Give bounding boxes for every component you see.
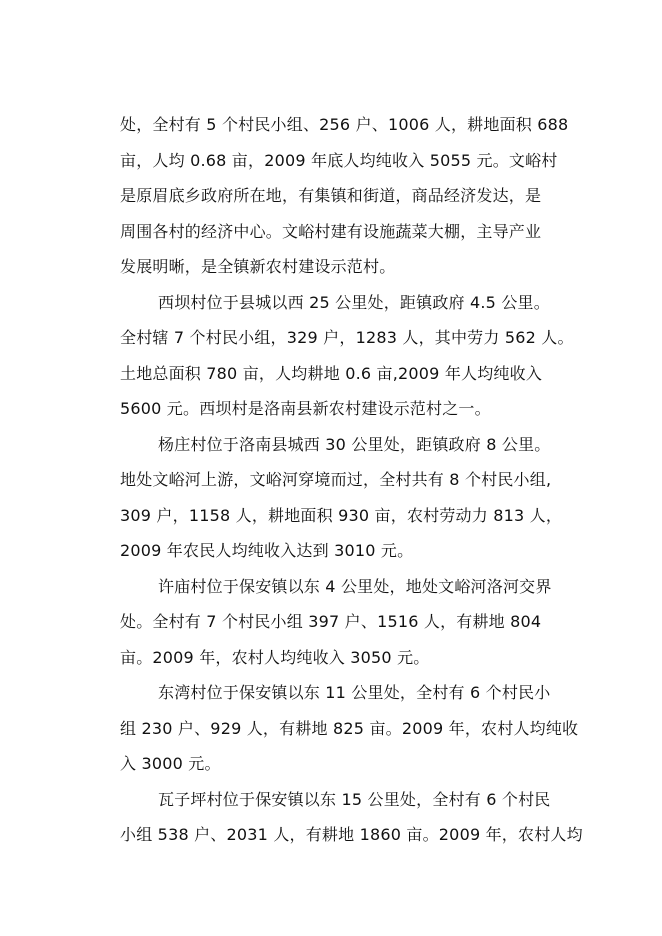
paragraph-start-line: 杨庄村位于洛南县城西 30 公里处，距镇政府 8 公里。 [158,434,551,454]
text-line: 是原眉底乡政府所在地，有集镇和街道，商品经济发达，是 [120,186,542,205]
text-line: 309 户，1158 人，耕地面积 930 亩，农村劳动力 813 人， [120,505,563,525]
text-line: 亩。2009 年，农村人均纯收入 3050 元。 [120,647,430,667]
text-line: 地处文峪河上游，文峪河穿境而过，全村共有 8 个村民小组, [120,470,552,489]
text-line: 周围各村的经济中心。文峪村建有设施蔬菜大棚，主导产业 [120,221,542,241]
paragraph-start-line: 许庙村位于保安镇以东 4 公里处，地处文峪河洛河交界 [158,576,552,596]
text-line: 土地总面积 780 亩，人均耕地 0.6 亩,2009 年人均纯收入 [120,363,543,383]
body-text [120,107,600,853]
text-line: 发展明晰，是全镇新农村建设示范村。 [120,257,396,276]
paragraph-start-line: 西坝村位于县城以西 25 公里处，距镇政府 4.5 公里。 [158,292,550,312]
text-line: 2009 年农民人均纯收入达到 3010 元。 [120,541,414,560]
text-line: 5600 元。西坝村是洛南县新农村建设示范村之一。 [120,399,491,418]
text-line: 入 3000 元。 [120,754,221,773]
text-line: 处，全村有 5 个村民小组、256 户、1006 人，耕地面积 688 [120,115,569,134]
paragraph-start-line: 瓦子坪村位于保安镇以东 15 公里处，全村有 6 个村民 [158,789,551,809]
paragraph-start-line: 东湾村位于保安镇以东 11 公里处，全村有 6 个村民小 [158,683,551,702]
text-line: 处。全村有 7 个村民小组 397 户、1516 人，有耕地 804 [120,612,542,631]
text-line: 全村辖 7 个村民小组，329 户，1283 人，其中劳力 562 人。 [120,328,574,347]
text-line: 组 230 户、929 人，有耕地 825 亩。2009 年，农村人均纯收 [120,718,579,738]
text-line: 小组 538 户、2031 人，有耕地 1860 亩。2009 年，农村人均 [120,825,583,844]
text-line: 亩，人均 0.68 亩，2009 年底人均纯收入 5055 元。文峪村 [120,150,558,170]
